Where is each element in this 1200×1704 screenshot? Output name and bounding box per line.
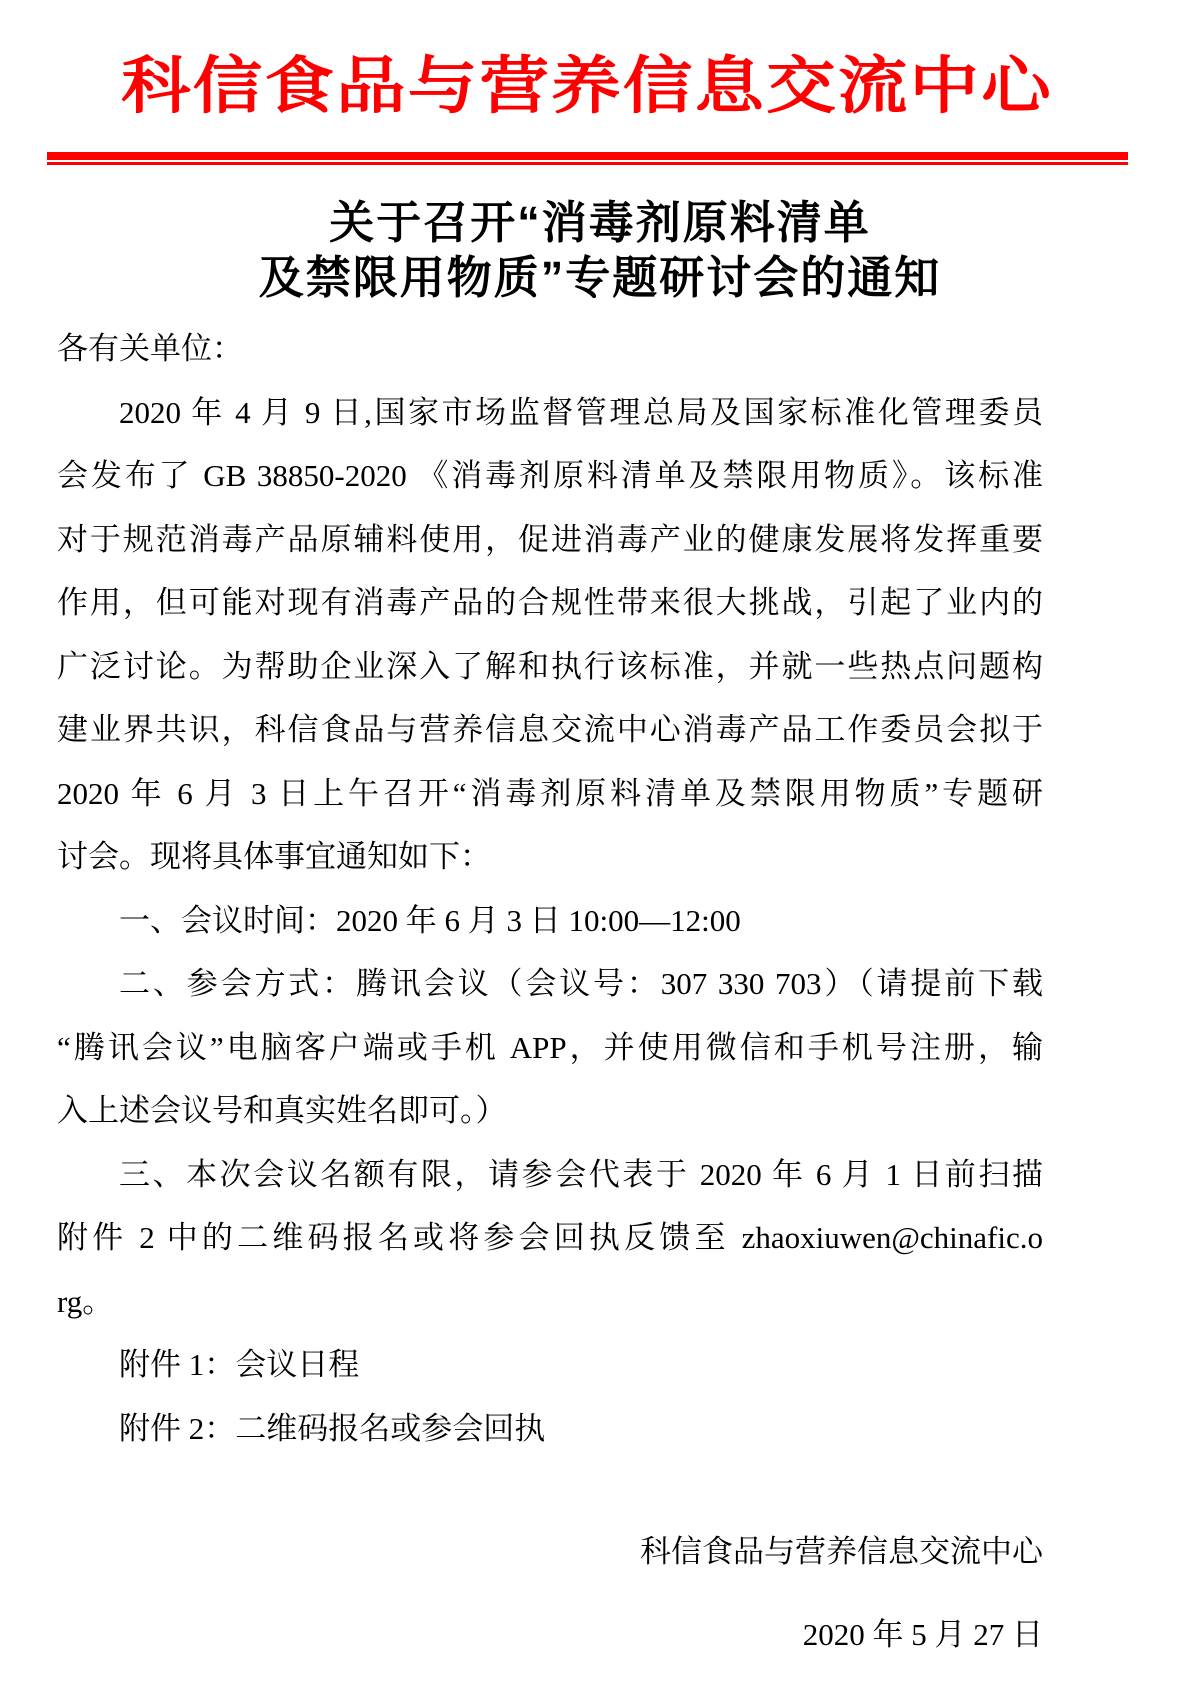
letterhead	[47, 52, 1128, 122]
background-paragraph-line: 对于规范消毒产品原辅料使用，促进消毒产业的健康发展将发挥重要	[57, 521, 1043, 557]
item-3-registration-line: rg。	[57, 1283, 114, 1319]
signature-block	[57, 1520, 1043, 1666]
notice-title	[0, 195, 1200, 305]
notice-title-line-1: 关于召开“消毒剂原料清单	[329, 197, 871, 248]
letterhead-org-name: 科信食品与营养信息交流中心	[121, 52, 1054, 121]
background-paragraph-line: 广泛讨论。为帮助企业深入了解和执行该标准，并就一些热点问题构	[57, 648, 1043, 684]
signature-date: 2020 年 5 月 27 日	[802, 1616, 1043, 1652]
item-2-join-method-line: 入上述会议号和真实姓名即可。）	[57, 1093, 507, 1128]
background-paragraph-line: 2020 年 4 月 9 日,国家市场监督管理总局及国家标准化管理委员	[119, 394, 1043, 430]
background-paragraph-line: 讨会。现将具体事宜通知如下：	[57, 839, 491, 874]
attachment-2: 附件 2：二维码报名或参会回执	[119, 1410, 546, 1446]
notice-body	[57, 317, 1043, 1460]
background-paragraph-line: 2020 年 6 月 3 日上午召开“消毒剂原料清单及禁限用物质”专题研	[57, 775, 1043, 811]
signature-org: 科信食品与营养信息交流中心	[640, 1534, 1043, 1569]
background-paragraph-line: 建业界共识，科信食品与营养信息交流中心消毒产品工作委员会拟于	[57, 712, 1043, 747]
item-3-registration-line: 三、本次会议名额有限，请参会代表于 2020 年 6 月 1 日前扫描	[119, 1156, 1043, 1192]
background-paragraph-line: 作用，但可能对现有消毒产品的合规性带来很大挑战，引起了业内的	[57, 585, 1043, 620]
item-3-registration-line: 附件 2 中的二维码报名或将参会回执反馈至 zhaoxiuwen@chinafic.o	[57, 1220, 1043, 1255]
item-2-join-method-line: “腾讯会议”电脑客户端或手机 APP，并使用微信和手机号注册，输	[57, 1029, 1043, 1065]
item-2-join-method-line: 二、参会方式：腾讯会议（会议号：307 330 703）（请提前下载	[119, 966, 1043, 1001]
salutation: 各有关单位：	[57, 331, 243, 366]
notice-title-line-2: 及禁限用物质”专题研讨会的通知	[258, 252, 942, 303]
attachment-1: 附件 1：会议日程	[119, 1347, 360, 1382]
letterhead-divider-rule	[47, 152, 1128, 165]
item-1-meeting-time: 一、会议时间：2020 年 6 月 3 日 10:00—12:00	[119, 902, 741, 938]
background-paragraph-line: 会发布了 GB 38850-2020 《消毒剂原料清单及禁限用物质》。该标准	[57, 458, 1043, 493]
